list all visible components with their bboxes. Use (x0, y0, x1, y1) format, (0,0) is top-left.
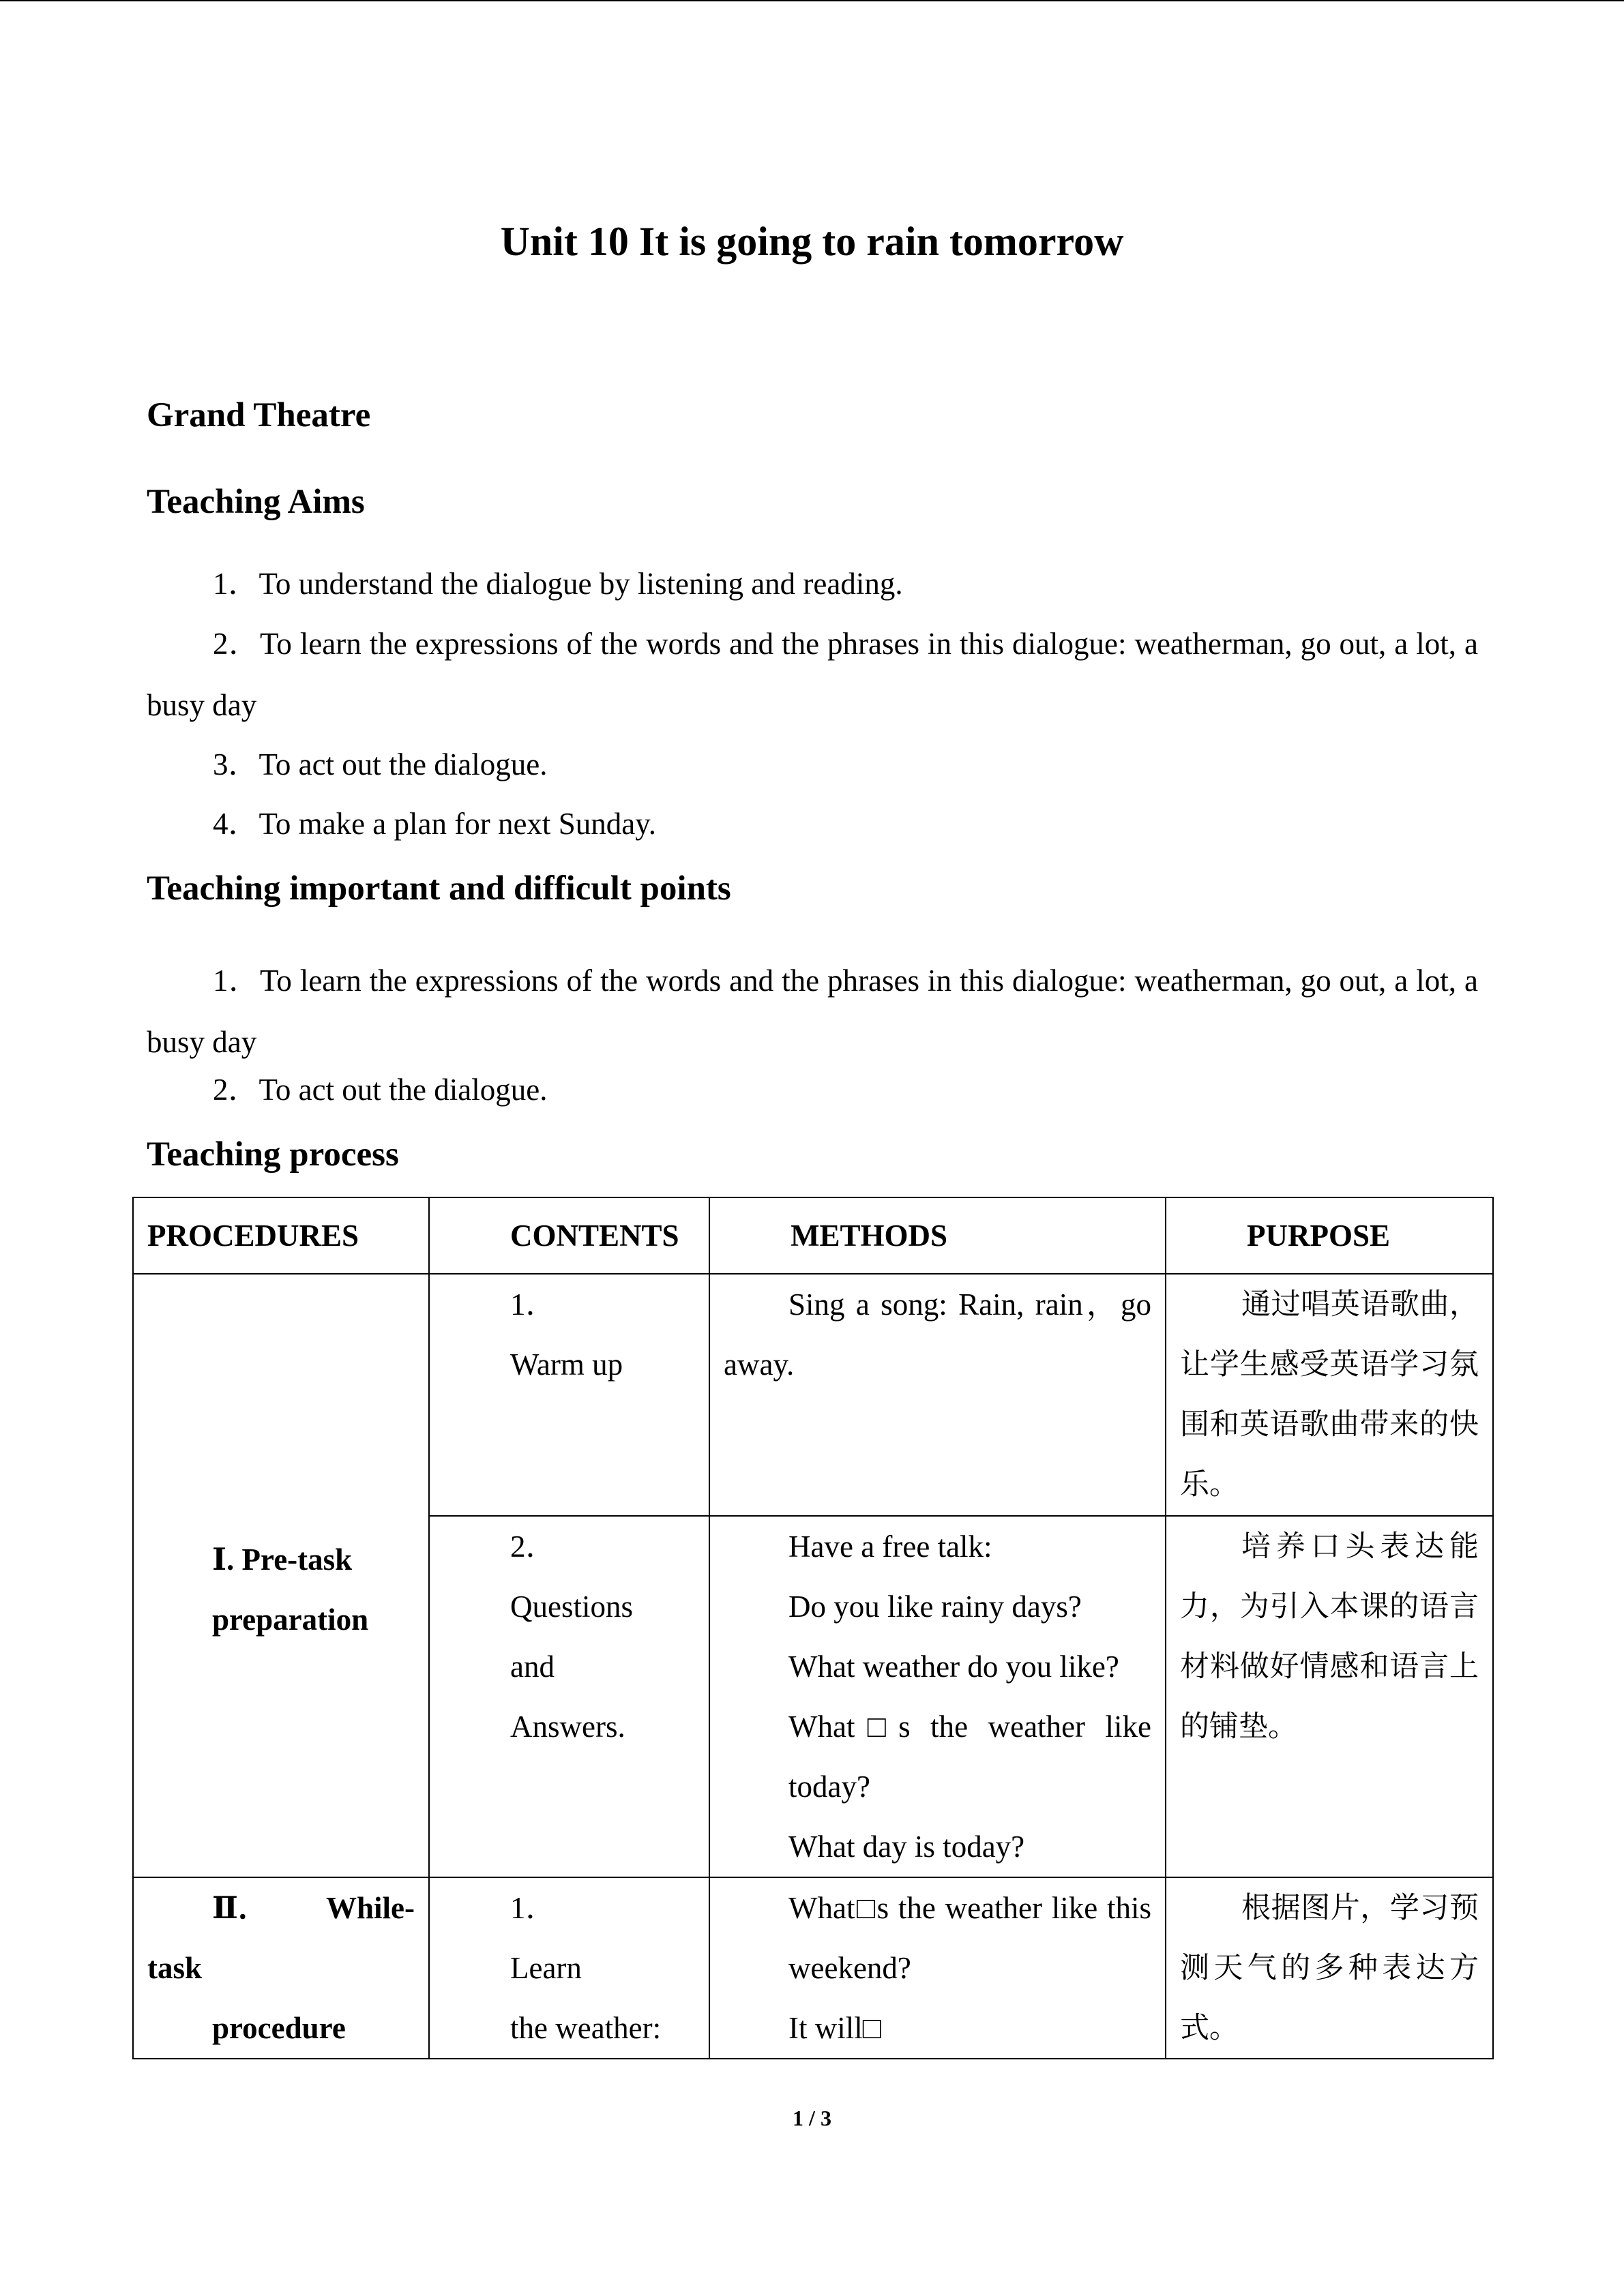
procedure-name-line: Ⅰ. Pre-task (212, 1542, 353, 1577)
method-line: What□s the weather like today? (788, 1710, 1151, 1804)
method-cell (709, 1516, 1166, 1877)
aim-item: 2．To learn the expressions of the words and the phrases in this dialogue: weatherman, go out, a lot, a busy day (147, 627, 1478, 722)
method-line: What□s the weather like this weekend? (788, 1891, 1151, 1985)
method-cell (709, 1274, 1166, 1516)
table-header-row (133, 1197, 1493, 1274)
point-item: 1．To learn the expressions of the words and the phrases in this dialogue: weatherman, go out, a lot, a busy day (147, 964, 1478, 1059)
procedure-name-line: procedure (212, 2011, 346, 2045)
content-cell (429, 1274, 709, 1516)
method-cell (709, 1877, 1166, 2059)
purpose-text: 通过唱英语歌曲，让学生感受英语学习氛围和英语歌曲带来的快乐。 (1180, 1287, 1479, 1502)
content-text: Warm up (510, 1347, 623, 1382)
method-line: It will□ (788, 2011, 881, 2045)
procedure-name-line: task (147, 1951, 203, 1985)
procedure-numeral: Ⅱ． (212, 1891, 269, 1925)
header-procedures: PROCEDURES (133, 1197, 429, 1274)
page-number: 1 / 3 (793, 2106, 831, 2130)
header-purpose: PURPOSE (1166, 1197, 1493, 1274)
method-line: Do you like rainy days? (788, 1590, 1082, 1624)
method-line: Have a free talk: (788, 1530, 992, 1564)
procedure-cell (133, 1274, 429, 1877)
teaching-process-table (132, 1197, 1494, 2059)
content-number: 2． (510, 1530, 557, 1564)
procedure-cell (133, 1877, 429, 2059)
purpose-cell (1166, 1516, 1493, 1877)
method-line: What day is today? (788, 1830, 1025, 1864)
content-text: Answers. (510, 1710, 625, 1744)
page-title: Unit 10 It is going to rain tomorrow (500, 219, 1124, 264)
procedure-name-line: preparation (212, 1602, 369, 1637)
aim-item: 3．To act out the dialogue. (213, 747, 548, 781)
purpose-cell (1166, 1877, 1493, 2059)
table-row (133, 1274, 1493, 1516)
points-heading: Teaching important and difficult points (147, 869, 731, 908)
procedure-name-line (147, 1878, 415, 1938)
content-text: Questions (510, 1590, 633, 1624)
process-heading: Teaching process (147, 1135, 399, 1174)
content-text: the weather: (510, 2011, 662, 2045)
purpose-text: 根据图片，学习预测天气的多种表达方式。 (1180, 1891, 1479, 2045)
content-cell (429, 1516, 709, 1877)
header-methods: METHODS (709, 1197, 1166, 1274)
aims-heading: Teaching Aims (147, 483, 365, 521)
content-text: Learn (510, 1951, 582, 1985)
header-contents: CONTENTS (429, 1197, 709, 1274)
method-line: What weather do you like? (788, 1650, 1119, 1684)
method-text: Sing a song: Rain, rain，go away. (724, 1287, 1151, 1382)
content-text: and (510, 1650, 555, 1684)
content-cell (429, 1877, 709, 2059)
purpose-cell (1166, 1274, 1493, 1516)
aim-item: 4．To make a plan for next Sunday. (213, 807, 657, 841)
purpose-text: 培养口头表达能力，为引入本课的语言材料做好情感和语言上的铺垫。 (1180, 1530, 1479, 1744)
table-row (133, 1877, 1493, 2059)
point-item: 2．To act out the dialogue. (213, 1073, 548, 1107)
content-number: 1． (510, 1891, 557, 1925)
section-heading: Grand Theatre (147, 396, 371, 434)
procedure-name-part: While- (326, 1891, 415, 1925)
content-number: 1． (510, 1287, 557, 1322)
aim-item: 1．To understand the dialogue by listening and reading. (213, 567, 903, 601)
